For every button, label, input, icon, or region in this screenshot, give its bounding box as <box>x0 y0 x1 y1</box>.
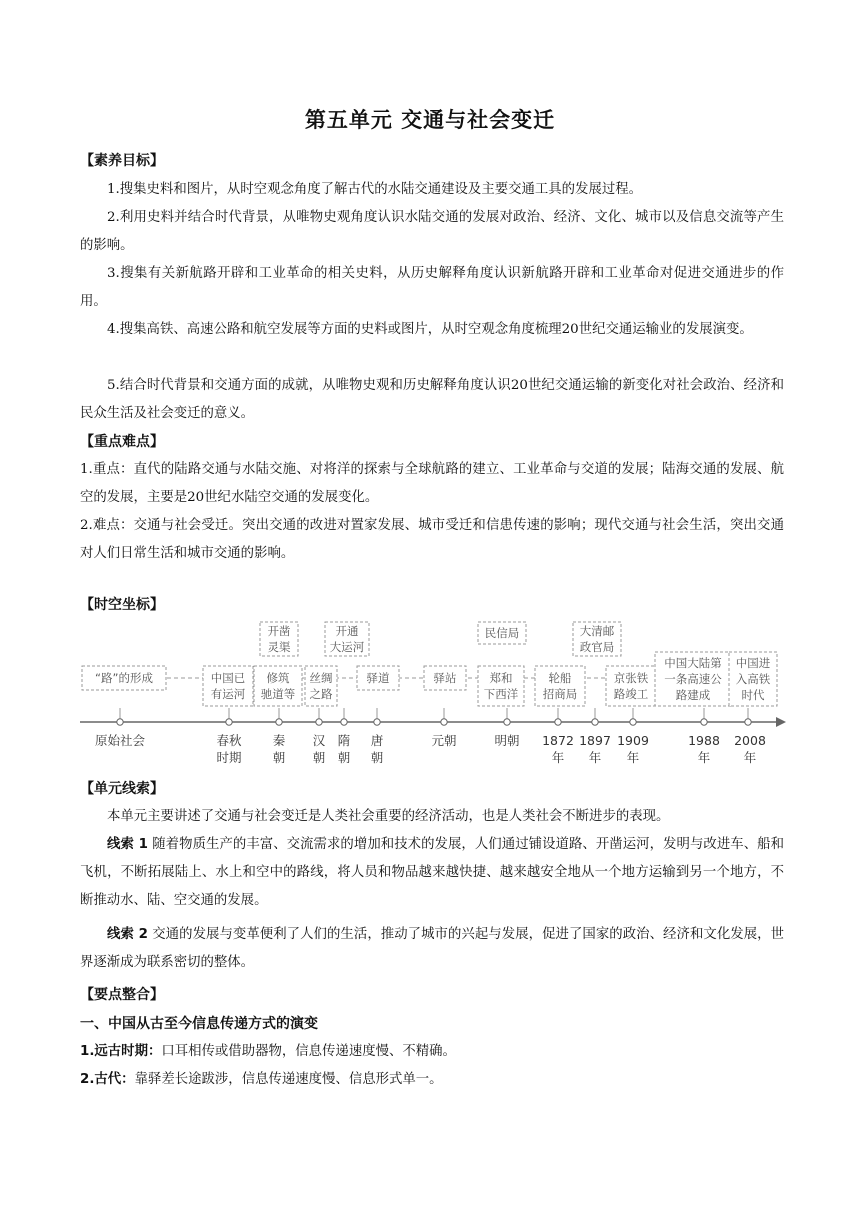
timeline-axis-text: 1897 <box>579 733 611 748</box>
clues-intro: 本单元主要讲述了交通与社会变迁是人类社会重要的经济活动，也是人类社会不断进步的表现。 <box>107 809 670 824</box>
clue-1-label: 线索 1 <box>107 837 148 852</box>
timeline-axis-text: 隋 <box>337 733 351 748</box>
timeline-axis-text: 1872 <box>542 733 574 748</box>
timeline-event-label: 之路 <box>309 687 333 701</box>
timeline-event-7 <box>357 666 399 690</box>
timeline-axis-label-13 <box>734 733 766 765</box>
timeline-axis-text: 春秋 <box>216 733 242 748</box>
timeline-event-10 <box>478 666 524 706</box>
clue-1-text: 随着物质生产的丰富、交流需求的增加和技术的发展，人们通过铺设道路、开凿运河，发明与改进车、船和飞机，不断拓展陆上、水上和空中的路线，将人员和物品越来越快捷、越来越安全地从一个地方运输到另一个地方，不断推动水、陆、空交通的发展。 <box>80 837 784 908</box>
summary-item-1-text: 口耳相传或借助器物，信息传递速度慢、不精确。 <box>161 1044 456 1059</box>
timeline-axis-text: 唐 <box>370 733 384 748</box>
summary-item-2-text: 靠驿差长途跋涉，信息传递速度慢、信息形式单一。 <box>134 1072 443 1087</box>
timeline-tick-10 <box>592 719 598 725</box>
timeline-event-9 <box>478 622 526 644</box>
timeline-event-label: 时代 <box>741 688 765 702</box>
page-title: 第五单元 交通与社会变迁 <box>304 108 556 132</box>
timeline-event-14 <box>655 652 731 706</box>
goal-item-4: 4.搜集高铁、高速公路和航空发展等方面的史料或图片，从时空观念角度梳理20世纪交通运输业的发展演变。 <box>107 322 753 337</box>
summary-item-2-label: 2.古代： <box>80 1072 135 1087</box>
timeline-axis-text: 1909 <box>617 733 649 748</box>
timeline-tick-13 <box>745 719 751 725</box>
timeline-axis-text: 年 <box>626 750 640 765</box>
timeline-tick-1 <box>117 719 123 725</box>
timeline-tick-5 <box>341 719 347 725</box>
timeline-event-label: 驿道 <box>366 671 390 685</box>
timeline-axis-text: 年 <box>743 750 757 765</box>
timeline-event-1 <box>82 666 166 690</box>
timeline-axis-label-3 <box>273 733 286 765</box>
clue-2-label: 线索 2 <box>107 927 148 942</box>
timeline-event-label: 路竣工 <box>613 687 649 701</box>
timeline-event-6 <box>325 622 369 656</box>
timeline-event-label: 招商局 <box>542 687 578 701</box>
timeline-event-label: 一条高速公 <box>664 672 722 686</box>
timeline-event-label: 中国已 <box>210 671 246 685</box>
timeline-event-label: 下西洋 <box>483 687 519 701</box>
timeline-axis-text: 年 <box>551 750 565 765</box>
clue-2 <box>80 921 784 977</box>
clue-2-text: 交通的发展与变革便利了人们的生活，推动了城市的兴起与发展，促进了国家的政治、经济和文化发展，世界逐渐成为联系密切的整体。 <box>80 927 784 970</box>
timeline-event-label: 驰道等 <box>260 687 296 701</box>
timeline-axis-text: 元朝 <box>431 733 457 748</box>
timeline-axis-text: 明朝 <box>494 733 520 748</box>
timeline-axis-text: 朝 <box>312 750 326 765</box>
timeline-axis-label-10 <box>579 733 611 765</box>
timeline-event-15 <box>729 652 777 706</box>
timeline-event-label: 丝绸 <box>309 671 333 685</box>
timeline-tick-9 <box>555 719 561 725</box>
timeline-event-label: 开凿 <box>267 624 291 638</box>
timeline-tick-6 <box>374 719 380 725</box>
timeline-axis-text: 年 <box>697 750 711 765</box>
timeline-event-4 <box>254 666 302 706</box>
timeline-event-label: 轮船 <box>548 671 572 685</box>
timeline-event-label: 京张铁 <box>613 671 649 685</box>
goal-item-5: 5.结合时代背景和交通方面的成就，从唯物史观和历史解释角度认识20世纪交通运输的新变化对社会政治、经济和民众生活及社会变迁的意义。 <box>80 378 784 421</box>
timeline-event-label: 路建成 <box>675 688 711 702</box>
keypoint-item-2: 2.难点：交通与社会受迁。突出交通的改进对置家发展、城市受迁和信患传速的影响；现代交通与社会生活，突出交通对人们日常生活和城市交通的影响。 <box>80 518 784 561</box>
timeline-axis-text: 2008 <box>734 733 766 748</box>
timeline-event-label: 灵渠 <box>267 640 291 654</box>
timeline-tick-2 <box>226 719 232 725</box>
timeline-event-label: 驿站 <box>433 671 457 685</box>
clue-1 <box>80 831 784 915</box>
timeline-axis-label-7 <box>431 733 456 748</box>
timeline-event-label: 大运河 <box>329 640 365 654</box>
timeline-tick-11 <box>630 719 636 725</box>
timeline-axis-text: 时期 <box>216 750 242 765</box>
timeline-axis-text: 朝 <box>337 750 351 765</box>
timeline-axis-label-1 <box>95 733 146 748</box>
keypoint-item-1: 1.重点：直代的陆路交通与水陆交施、对将洋的探索与全球航路的建立、工业革命与交道的发展；陆海交通的发展、航空的发展，主要是20世纪水陆空交通的发展变化。 <box>80 462 784 505</box>
timeline-event-8 <box>424 666 466 690</box>
timeline-tick-7 <box>441 719 447 725</box>
timeline-axis-label-4 <box>313 733 326 765</box>
timeline-event-label: 大清邮 <box>579 624 615 638</box>
timeline-event-13 <box>606 666 656 706</box>
timeline-axis-text: 朝 <box>272 750 286 765</box>
timeline-event-12 <box>573 622 621 656</box>
timeline-axis-label-8 <box>494 733 519 748</box>
timeline-diagram <box>0 612 860 772</box>
timeline-axis-text: 年 <box>588 750 602 765</box>
timeline-axis-label-5 <box>338 733 351 765</box>
timeline-axis-text: 1988 <box>688 733 720 748</box>
summary-heading: 【要点整合】 <box>80 987 164 1003</box>
summary-item-2 <box>80 1066 784 1094</box>
summary-item-1 <box>80 1038 784 1066</box>
timeline-event-label: 开通 <box>335 624 359 638</box>
timeline-event-label: 政官局 <box>579 640 615 654</box>
timeline-event-label: 中国大陆第 <box>664 656 722 670</box>
timeline-tick-4 <box>316 719 322 725</box>
timeline-event-label: 郑和 <box>489 671 513 685</box>
timeline-axis-text: 秦 <box>272 733 286 748</box>
timeline-axis-text: 汉 <box>312 733 326 748</box>
timeline-event-label: 修筑 <box>266 671 290 685</box>
summary-subheading: 一、中国从古至今信息传递方式的演变 <box>80 1016 318 1032</box>
summary-item-1-label: 1.远古时期： <box>80 1044 162 1059</box>
goal-item-3: 3.搜集有关新航路开辟和工业革命的相关史料，从历史解释角度认识新航路开辟和工业革命对促进交通进步的作用。 <box>80 266 784 309</box>
timeline-event-5 <box>305 666 337 706</box>
timeline-axis-text: 原始社会 <box>94 733 146 748</box>
timeline-tick-12 <box>701 719 707 725</box>
keypoints-heading: 【重点难点】 <box>80 434 164 450</box>
timeline-axis-label-9 <box>542 733 574 765</box>
timeline-axis-label-2 <box>216 733 242 765</box>
clues-heading: 【单元线索】 <box>80 781 164 797</box>
timeline-event-label: “路”的形成 <box>95 671 153 685</box>
timeline-axis-label-6 <box>371 733 384 765</box>
timeline-heading: 【时空坐标】 <box>80 597 164 613</box>
timeline-axis-arrow <box>776 717 786 727</box>
timeline-axis-label-11 <box>617 733 649 765</box>
timeline-tick-8 <box>504 719 510 725</box>
timeline-event-3 <box>260 622 298 656</box>
timeline-event-label: 民信局 <box>484 626 520 640</box>
timeline-event-11 <box>535 666 585 706</box>
goals-heading: 【素养目标】 <box>80 153 164 169</box>
timeline-axis-label-12 <box>688 733 720 765</box>
timeline-event-2 <box>203 666 253 706</box>
goal-item-1: 1.搜集史料和图片，从时空观念角度了解古代的水陆交通建设及主要交通工具的发展过程。 <box>107 182 643 197</box>
timeline-event-label: 入高铁 <box>735 672 771 686</box>
timeline-axis-text: 朝 <box>370 750 384 765</box>
timeline-event-label: 中国进 <box>735 656 771 670</box>
timeline-event-label: 有运河 <box>210 687 246 701</box>
goal-item-2: 2.利用史料并结合时代背景，从唯物史观角度认识水陆交通的发展对政治、经济、文化、城市以及信息交流等产生的影响。 <box>80 210 784 253</box>
timeline-tick-3 <box>276 719 282 725</box>
